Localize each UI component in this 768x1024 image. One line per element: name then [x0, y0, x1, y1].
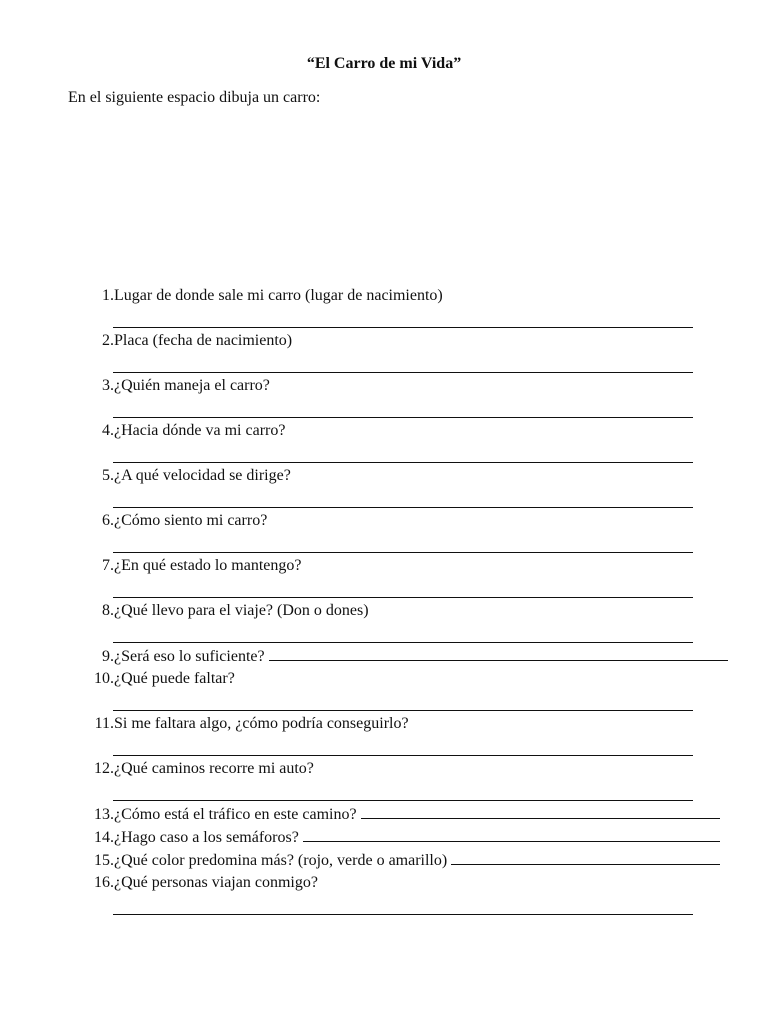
question-number: 12.: [94, 760, 114, 777]
question-number: 14.: [94, 829, 114, 846]
question-line: [80, 420, 720, 442]
question-number: 9.: [102, 648, 114, 665]
answer-blank[interactable]: [361, 803, 720, 819]
answer-line[interactable]: [113, 532, 693, 553]
question-line: [80, 465, 720, 487]
question-number: 1.: [102, 287, 114, 304]
question-text: ¿Cómo siento mi carro?: [114, 512, 268, 529]
question-line: [80, 872, 720, 894]
question-text: ¿Hago caso a los semáforos?: [114, 829, 299, 846]
answer-line[interactable]: [113, 487, 693, 508]
question-number: 5.: [102, 467, 114, 484]
question-text: ¿Qué llevo para el viaje? (Don o dones): [114, 602, 369, 619]
question-line: [80, 285, 720, 307]
question-line: [80, 713, 720, 735]
question-line: [80, 668, 720, 690]
question-number: 3.: [102, 377, 114, 394]
question-item: [80, 713, 720, 756]
question-text: ¿En qué estado lo mantengo?: [114, 557, 302, 574]
question-number: 6.: [102, 512, 114, 529]
question-item: [80, 285, 720, 328]
question-list: [80, 285, 720, 917]
question-line: [80, 826, 720, 849]
answer-line[interactable]: [113, 307, 693, 328]
answer-line[interactable]: [113, 352, 693, 373]
question-line: [80, 330, 720, 352]
question-number: 8.: [102, 602, 114, 619]
question-line: [80, 803, 720, 826]
question-number: 2.: [102, 332, 114, 349]
question-line: [80, 510, 720, 532]
question-line: [80, 555, 720, 577]
question-number: 15.: [94, 852, 114, 869]
question-text: ¿Quién maneja el carro?: [114, 377, 270, 394]
question-item: [80, 668, 720, 711]
question-text: ¿Cómo está el tráfico en este camino?: [114, 806, 357, 823]
question-line: [80, 600, 720, 622]
question-number: 4.: [102, 422, 114, 439]
worksheet-title: “El Carro de mi Vida”: [306, 55, 462, 72]
question-number: 7.: [102, 557, 114, 574]
answer-line[interactable]: [113, 622, 693, 643]
question-item: [80, 600, 720, 643]
question-line: [80, 758, 720, 780]
answer-line[interactable]: [113, 894, 693, 915]
question-item: [80, 849, 720, 872]
question-number: 10.: [94, 670, 114, 687]
question-text: ¿Qué color predomina más? (rojo, verde o amarillo): [114, 852, 448, 869]
question-item: [80, 872, 720, 915]
question-item: [80, 758, 720, 801]
answer-line[interactable]: [113, 690, 693, 711]
question-text: Si me faltara algo, ¿cómo podría conseguirlo?: [114, 715, 409, 732]
question-text: ¿Qué puede faltar?: [114, 670, 235, 687]
question-item: [80, 330, 720, 373]
question-item: [80, 375, 720, 418]
question-item: [80, 645, 720, 668]
question-text: ¿Será eso lo suficiente?: [114, 648, 265, 665]
question-number: 16.: [94, 874, 114, 891]
question-line: [80, 645, 720, 668]
question-text: ¿Qué caminos recorre mi auto?: [114, 760, 314, 777]
question-item: [80, 555, 720, 598]
question-item: [80, 465, 720, 508]
answer-blank[interactable]: [269, 645, 728, 661]
question-text: Lugar de donde sale mi carro (lugar de nacimiento): [114, 287, 443, 304]
answer-line[interactable]: [113, 397, 693, 418]
answer-line[interactable]: [113, 577, 693, 598]
answer-blank[interactable]: [303, 826, 720, 842]
question-number: 13.: [94, 806, 114, 823]
question-item: [80, 510, 720, 553]
question-text: ¿Hacia dónde va mi carro?: [114, 422, 286, 439]
question-line: [80, 849, 720, 872]
drawing-instruction: En el siguiente espacio dibuja un carro:: [68, 89, 321, 106]
car-drawing-area[interactable]: [68, 120, 708, 280]
question-line: [80, 375, 720, 397]
question-text: ¿A qué velocidad se dirige?: [114, 467, 291, 484]
answer-line[interactable]: [113, 780, 693, 801]
question-item: [80, 826, 720, 849]
question-item: [80, 420, 720, 463]
answer-blank[interactable]: [451, 849, 720, 865]
question-number: 11.: [94, 715, 114, 732]
question-text: ¿Qué personas viajan conmigo?: [114, 874, 318, 891]
question-text: Placa (fecha de nacimiento): [114, 332, 293, 349]
question-item: [80, 803, 720, 826]
answer-line[interactable]: [113, 442, 693, 463]
answer-line[interactable]: [113, 735, 693, 756]
